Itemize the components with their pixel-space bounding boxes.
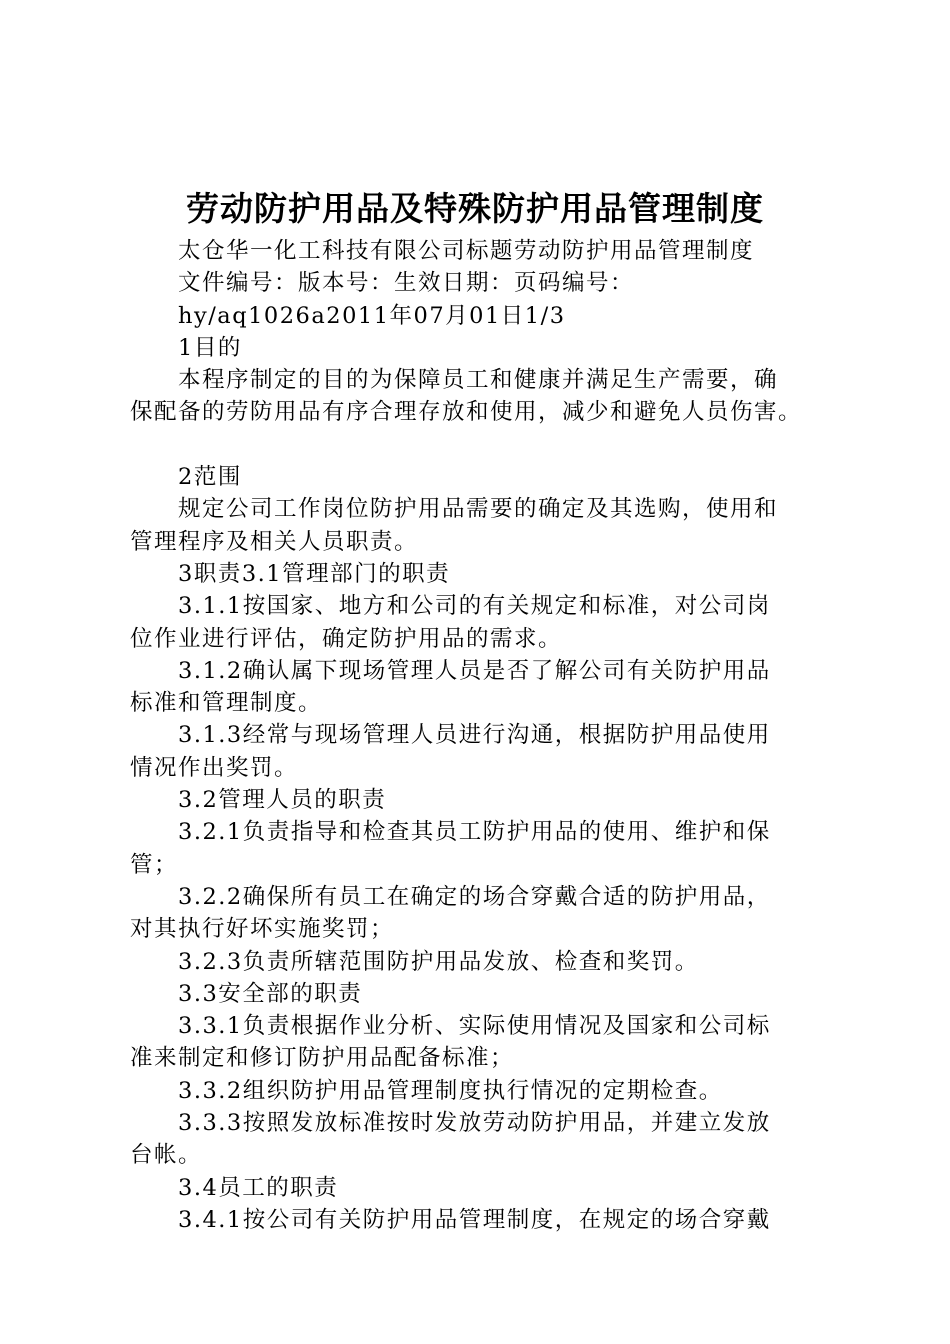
blank-line: [130, 429, 840, 461]
paragraph-line: 3.1.2确认属下现场管理人员是否了解公司有关防护用品: [178, 657, 771, 684]
section-heading-duties: 3职责3.1管理部门的职责: [178, 560, 451, 587]
subsection-heading: 3.2管理人员的职责: [178, 787, 387, 814]
paragraph-line: 管理程序及相关人员职责。: [130, 528, 419, 555]
paragraph-line: 规定公司工作岗位防护用品需要的确定及其选购，使用和: [178, 496, 779, 523]
document-body: [130, 235, 840, 1236]
paragraph-line: 对其执行好坏实施奖罚；: [130, 916, 395, 943]
subsection-heading: 3.4员工的职责: [178, 1174, 339, 1201]
section-heading-purpose: 1目的: [178, 334, 242, 361]
paragraph-line: 3.2.1负责指导和检查其员工防护用品的使用、维护和保: [178, 819, 771, 846]
paragraph-line: 3.3.3按照发放标准按时发放劳动防护用品，并建立发放: [178, 1110, 771, 1137]
document-title: 劳动防护用品及特殊防护用品管理制度: [186, 189, 764, 228]
section-heading-scope: 2范围: [178, 464, 242, 491]
file-meta-values: hy/aq1026a2011年07月01日1/3: [178, 302, 566, 329]
paragraph-line: 3.2.2确保所有员工在确定的场合穿戴合适的防护用品，: [178, 883, 771, 910]
paragraph-line: 管；: [130, 851, 179, 878]
company-title-line: 太仓华一化工科技有限公司标题劳动防护用品管理制度: [178, 238, 755, 264]
paragraph-line: 情况作出奖罚。: [130, 754, 299, 781]
paragraph-line: 3.3.1负责根据作业分析、实际使用情况及国家和公司标: [178, 1013, 771, 1040]
paragraph-line: 3.3.2组织防护用品管理制度执行情况的定期检查。: [178, 1077, 723, 1104]
file-meta-labels: 文件编号：版本号：生效日期：页码编号：: [178, 270, 635, 297]
paragraph-line: 3.1.1按国家、地方和公司的有关规定和标准，对公司岗: [178, 593, 771, 620]
paragraph-line: 准来制定和修订防护用品配备标准；: [130, 1045, 515, 1072]
paragraph-line: 3.2.3负责所辖范围防护用品发放、检查和奖罚。: [178, 948, 699, 975]
paragraph-line: 标准和管理制度。: [130, 690, 323, 717]
paragraph-line: 本程序制定的目的为保障员工和健康并满足生产需要，确: [178, 367, 779, 394]
paragraph-line: 3.1.3经常与现场管理人员进行沟通，根据防护用品使用: [178, 722, 771, 749]
paragraph-line: 保配备的劳防用品有序合理存放和使用，减少和避免人员伤害。: [130, 399, 803, 426]
subsection-heading: 3.3安全部的职责: [178, 980, 363, 1007]
paragraph-line: 3.4.1按公司有关防护用品管理制度，在规定的场合穿戴: [178, 1206, 771, 1233]
paragraph-line: 位作业进行评估，确定防护用品的需求。: [130, 625, 563, 652]
paragraph-line: 台帐。: [130, 1142, 203, 1169]
